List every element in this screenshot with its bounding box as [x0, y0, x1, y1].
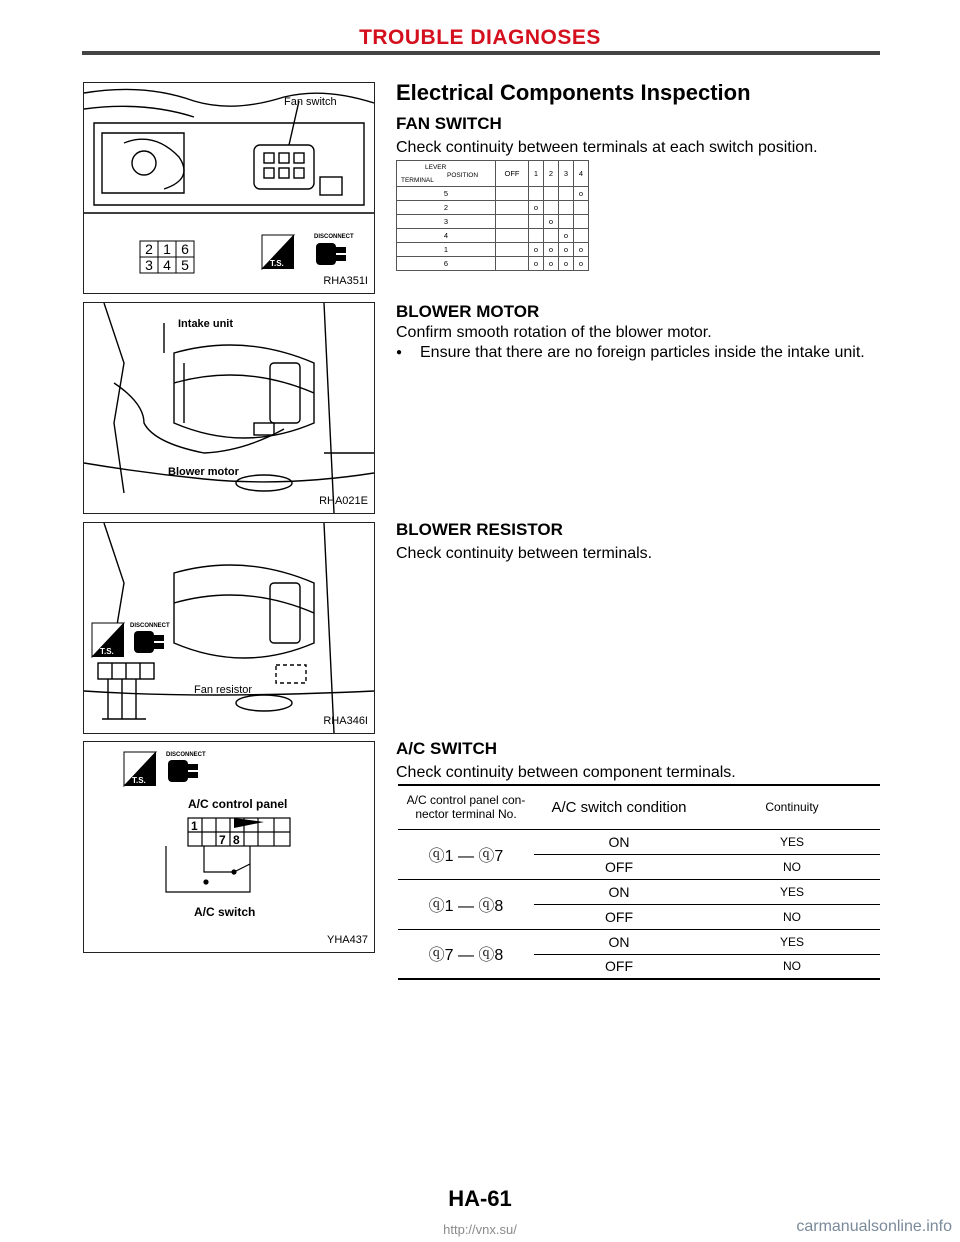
- watermark: carmanualsonline.info: [796, 1218, 952, 1235]
- col-header: 1: [529, 161, 544, 187]
- blower-resistor-figure: [83, 522, 375, 734]
- page-header-title: TROUBLE DIAGNOSES: [359, 26, 601, 49]
- svg-text:T.S.: T.S.: [100, 647, 114, 656]
- svg-text:DISCONNECT: DISCONNECT: [166, 752, 206, 758]
- svg-text:T.S.: T.S.: [270, 259, 284, 268]
- fan-resistor-label: Fan resistor: [194, 684, 253, 696]
- pin-7-label: 7: [219, 833, 226, 847]
- pin-6: 6: [181, 241, 189, 257]
- fan-switch-illustration: [84, 83, 374, 293]
- col-header-terminal: A/C control panel con- nector terminal No.: [406, 793, 526, 822]
- table-row: ⓠ7 — ⓠ8 ON YES: [398, 929, 880, 954]
- blower-resistor-text: Check continuity between terminals.: [396, 545, 653, 562]
- ts-disconnect-icon: [92, 623, 170, 657]
- ac-switch-heading: A/C SWITCH: [396, 739, 498, 758]
- page-number: HA-61: [448, 1186, 512, 1211]
- table-row: 6 o o o o: [397, 257, 589, 271]
- ac-switch-figure: [83, 741, 375, 953]
- fan-switch-text: Check continuity between terminals at each switch position.: [396, 139, 818, 156]
- ac-switch-illustration: [84, 742, 374, 952]
- svg-text:DISCONNECT: DISCONNECT: [130, 623, 170, 629]
- fan-switch-continuity-table: [396, 160, 589, 271]
- blower-motor-illustration: [84, 303, 374, 513]
- col-header: OFF: [496, 161, 529, 187]
- table-corner: LEVER POSITION TERMINAL: [397, 161, 496, 187]
- blower-motor-text: Confirm smooth rotation of the blower motor.: [396, 324, 712, 341]
- blower-motor-figure: [83, 302, 375, 514]
- header-rule: [82, 51, 880, 55]
- svg-text:T.S.: T.S.: [132, 776, 146, 785]
- blower-motor-bullet: ● Ensure that there are no foreign particles inside the intake unit.: [396, 344, 865, 361]
- figure-code: YHA437: [327, 934, 368, 946]
- col-header: 4: [574, 161, 589, 187]
- col-header-condition: A/C switch condition: [551, 798, 687, 816]
- svg-text:DISCONNECT: DISCONNECT: [314, 234, 354, 240]
- table-row: 4 o: [397, 229, 589, 243]
- table-row: 1 o o o o: [397, 243, 589, 257]
- pin-2: 2: [145, 241, 153, 257]
- table-row: OFF NO: [398, 954, 880, 979]
- table-row: OFF NO: [398, 854, 880, 879]
- pin-4: 4: [163, 257, 171, 273]
- figure-code: RHA021E: [319, 495, 368, 507]
- figure-code: RHA346I: [323, 715, 368, 727]
- table-row: 5 o: [397, 187, 589, 201]
- pin-3: 3: [145, 257, 153, 273]
- section-title: Electrical Components Inspection: [396, 80, 751, 105]
- ac-switch-text: Check continuity between component terminals.: [396, 764, 736, 781]
- ac-switch-continuity-table: [398, 784, 880, 980]
- source-link[interactable]: http://vnx.su/: [443, 1222, 517, 1237]
- fan-switch-figure: [83, 82, 375, 294]
- blower-resistor-illustration: [84, 523, 374, 733]
- pin-1: 1: [163, 241, 171, 257]
- ac-control-panel-label: A/C control panel: [188, 797, 288, 811]
- col-header-continuity: Continuity: [765, 800, 819, 815]
- fan-switch-heading: FAN SWITCH: [396, 114, 502, 133]
- pin-5: 5: [181, 257, 189, 273]
- blower-resistor-heading: BLOWER RESISTOR: [396, 520, 563, 539]
- bullet-icon: ●: [396, 347, 403, 358]
- table-row: 2 o: [397, 201, 589, 215]
- table-row: ⓠ1 — ⓠ7 ON YES: [398, 829, 880, 854]
- fan-switch-label: Fan switch: [284, 96, 337, 108]
- ts-disconnect-icon: [262, 234, 354, 269]
- blower-motor-label: Blower motor: [168, 466, 239, 478]
- table-row: OFF NO: [398, 904, 880, 929]
- col-header: 3: [559, 161, 574, 187]
- pin-1-label: 1: [191, 819, 198, 833]
- blower-motor-heading: BLOWER MOTOR: [396, 302, 540, 321]
- table-row: 3 o: [397, 215, 589, 229]
- pin-8-label: 8: [233, 833, 240, 847]
- ts-disconnect-icon: [124, 752, 206, 786]
- intake-unit-label: Intake unit: [178, 318, 234, 330]
- ac-switch-label: A/C switch: [194, 905, 256, 919]
- col-header: 2: [544, 161, 559, 187]
- table-row: ⓠ1 — ⓠ8 ON YES: [398, 879, 880, 904]
- figure-code: RHA351I: [323, 275, 368, 287]
